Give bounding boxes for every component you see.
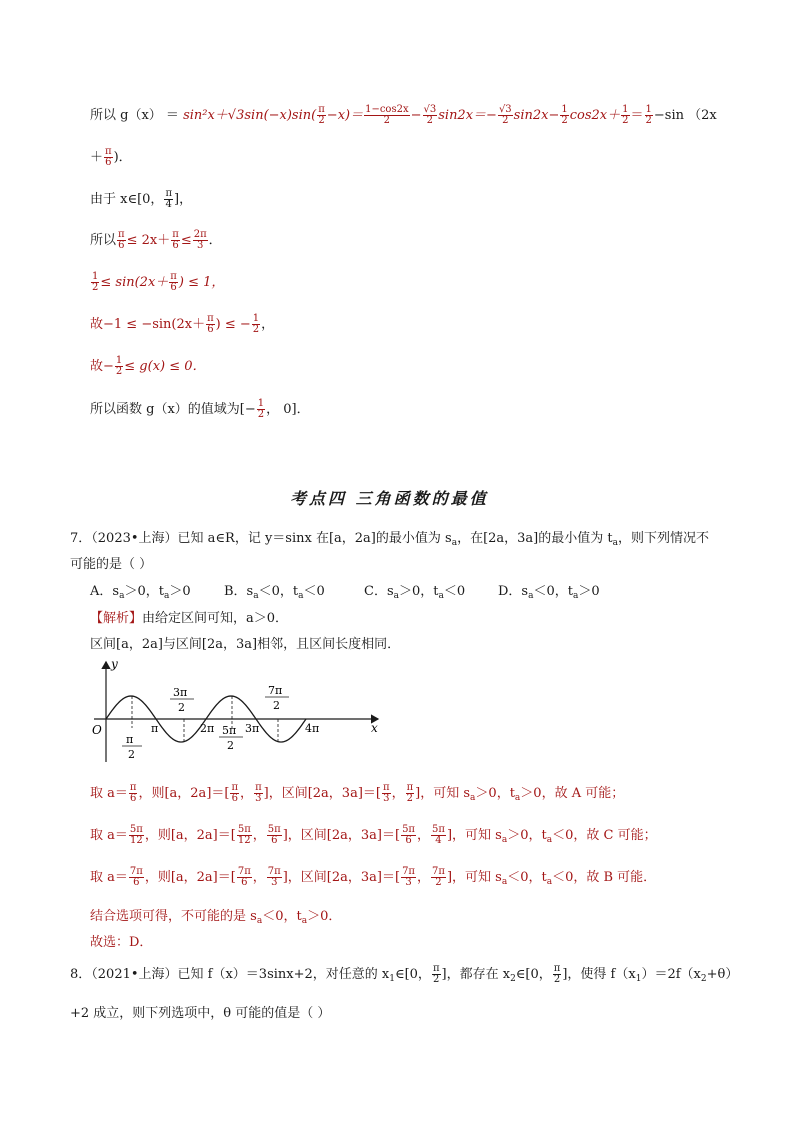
tick-3pi-half-den: 2 xyxy=(178,701,185,714)
q7-stem-line-1: 7．（2023•上海）已知 a∈R，记 y＝sinx 在[a，2a]的最小值为 $s_a$，在[2a，3a]的最小值为 $t_a$，则下列情况不 xyxy=(70,531,709,548)
solution-line-2: ＋ $\frac{\pi}{6}$ )． xyxy=(90,145,132,168)
q7-option-d[interactable]: D．$s_a<0$，$t_a>0$ xyxy=(498,584,600,601)
solution-line-3: 由于 x∈[0， $\frac{\pi}{4}$ ]， xyxy=(90,187,193,210)
solution-line-5: $\frac{1}{2}$ ≤ sin(2x＋ $\frac{\pi}{6}$ ) ≤ 1， xyxy=(92,270,225,293)
q7-stem-line-2: 可能的是（ ） xyxy=(70,557,153,572)
tick-7pi-half-den: 2 xyxy=(273,699,280,712)
q7-option-c[interactable]: C．$s_a>0$，$t_a<0$ xyxy=(364,584,466,601)
q8-stem-line-1: 8．（2021•上海）已知 f（x）＝3sinx+2，对任意的 $x_1\in[0$， $\frac{\pi}{2}$ ]，都存在 $x_2\in[0$， $\frac{\pi}{2}$ ]，使得 $f(x_1)=2f(x_2+\theta)$ xyxy=(70,962,739,985)
tick-3pi-half-num: 3π xyxy=(173,686,188,699)
tick-4pi: 4π xyxy=(305,722,320,735)
tick-pi: π xyxy=(151,722,159,735)
tick-2pi: 2π xyxy=(200,722,215,735)
q7-option-a[interactable]: A．$s_a>0$，$t_a>0$ xyxy=(90,584,191,601)
q8-stem-line-2: +2 成立，则下列选项中，θ 可能的值是（ ） xyxy=(70,1006,331,1021)
solution-line-6: 故−1 ≤ −sin(2x＋ $\frac{\pi}{6}$ ) ≤ − $\frac{1}{2}$ ， xyxy=(90,312,275,335)
tick-7pi-half-num: 7π xyxy=(268,684,283,697)
q7-conclusion: 结合选项可得，不可能的是 $s_a<0$，$t_a>0$． xyxy=(90,909,342,926)
tick-5pi-half-den: 2 xyxy=(227,739,234,752)
sine-graph xyxy=(88,656,388,766)
solution-line-7: 故− $\frac{1}{2}$ ≤ g(x) ≤ 0． xyxy=(90,354,206,377)
solution-line-4: 所以 $\frac{\pi}{6}$ ≤ 2x＋ $\frac{\pi}{6}$ ≤ $\frac{2\pi}{3}$ ． xyxy=(90,228,222,251)
q7-case-1: 取 a＝ $\frac{\pi}{6}$ ，则[a，2a]＝[ $\frac{\pi}{6}$ ， $\frac{\pi}{3}$ ]，区间[2a，3a]＝[ $\frac{\pi}{3}$ ， $\frac{\pi}{2}$ ]，可知 $s_a>0$，$t_a>0$，故 A 可能； xyxy=(90,781,625,804)
label-origin: O xyxy=(92,723,102,737)
q7-option-b[interactable]: B．$s_a<0$，$t_a<0$ xyxy=(224,584,325,601)
tick-pi-half-num: π xyxy=(126,733,134,746)
solution-line-8: 所以函数 g（x）的值域为[− $\frac{1}{2}$ ， 0]． xyxy=(90,397,310,420)
solution-line-1: 所以 g（x） ＝ sin²x＋√3sin(−x)sin( $\frac{\pi}{2}$ −x)＝ $\frac{1-\cos 2x}{2}$ − $\frac{√3}{2}$ sin2x＝− $\frac{√3}{2}$ sin2x− $\frac{1}{2}$ cos2x＋ $\frac{1}{2}$ ＝ $\frac{1}{2}$ −sin （2x xyxy=(90,103,717,126)
label-y: y xyxy=(111,657,118,671)
q7-case-2: 取 a＝ $\frac{5\pi}{12}$ ，则[a，2a]＝[ $\frac{5\pi}{12}$ ， $\frac{5\pi}{6}$ ]，区间[2a，3a]＝[ $\frac{5\pi}{6}$ ， $\frac{5\pi}{4}$ ]，可知 $s_a>0$，$t_a<0$，故 C 可能； xyxy=(90,823,657,846)
q7-analysis-1: 【解析】由给定区间可知，a＞0． xyxy=(90,611,289,626)
tick-5pi-half-num: 5π xyxy=(222,724,237,737)
q7-analysis-2: 区间[a，2a]与区间[2a，3a]相邻，且区间长度相同． xyxy=(90,637,401,652)
q7-case-3: 取 a＝ $\frac{7\pi}{6}$ ，则[a，2a]＝[ $\frac{7\pi}{6}$ ， $\frac{7\pi}{3}$ ]，区间[2a，3a]＝[ $\frac{7\pi}{3}$ ， $\frac{7\pi}{2}$ ]，可知 $s_a<0$，$t_a<0$，故 B 可能． xyxy=(90,865,657,888)
tick-pi-half-den: 2 xyxy=(128,748,135,761)
q7-answer: 故选：D． xyxy=(90,935,153,950)
section-title: 考点四 三角函数的最值 xyxy=(290,489,489,508)
tick-3pi: 3π xyxy=(245,722,260,735)
label-x: x xyxy=(371,721,378,735)
